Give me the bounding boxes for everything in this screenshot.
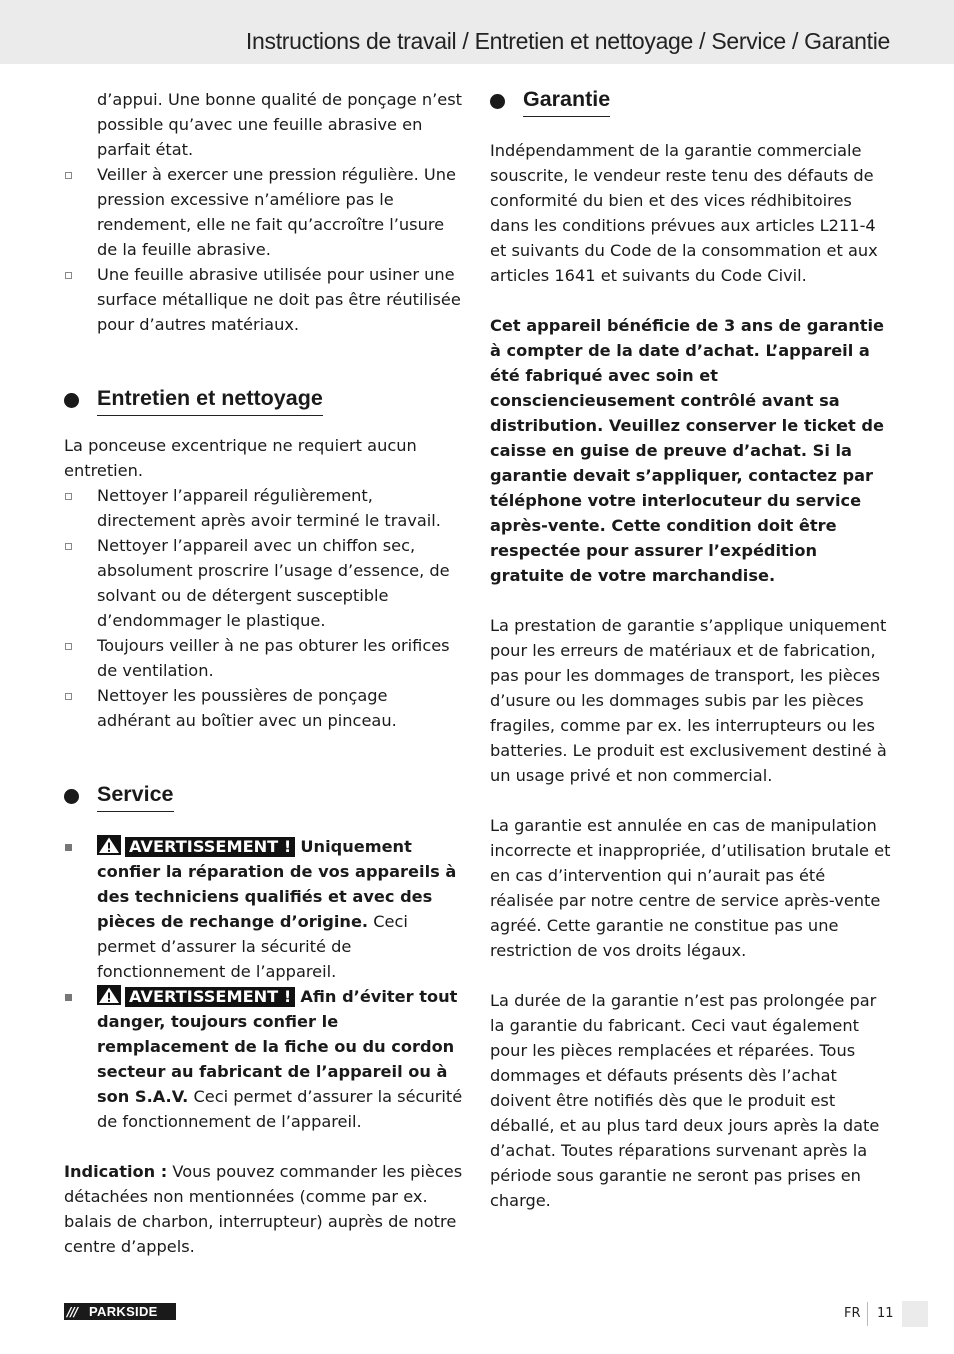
list-item: Nettoyer l’appareil avec un chiffon sec, absolument proscrire l’usage d’essence, de solvant ou de détergent susceptible d’endommager le plastique. bbox=[64, 533, 466, 633]
filled-circle-icon bbox=[490, 94, 505, 109]
square-bullet-icon bbox=[65, 272, 72, 279]
parkside-logo: /// PARKSIDE bbox=[64, 1303, 176, 1320]
intro-continuation: d’appui. Une bonne qualité de ponçage n’est possible qu’avec une feuille abrasive en parfait état. bbox=[97, 90, 463, 159]
section-heading-warranty: Garantie bbox=[490, 84, 892, 117]
square-bullet-icon bbox=[65, 693, 72, 700]
page-header-title: Instructions de travail / Entretien et nettoyage / Service / Garantie bbox=[245, 28, 890, 54]
warning-triangle-icon bbox=[97, 835, 121, 855]
page-number: 11 bbox=[877, 1306, 894, 1321]
square-bullet-icon bbox=[65, 493, 72, 500]
list-item: Nettoyer l’appareil régulièrement, directement après avoir terminé le travail. bbox=[64, 483, 466, 533]
filled-circle-icon bbox=[64, 393, 79, 408]
warranty-paragraph-bold: Cet appareil bénéficie de 3 ans de garantie à compter de la date d’achat. L’appareil a été fabriqué avec soin et consciencieusement contrôlé avant sa distribution. Veuillez conserver le ticket de caisse en guise de preuve d’achat. Si la garantie devait s’appliquer, contactez par téléphone votre interlocuteur du service après-vente. Cette condition doit être respectée pour assurer l’expédition gratuite de votre marchandise. bbox=[490, 316, 885, 585]
list-item: Nettoyer les poussières de ponçage adhérant au boîtier avec un pinceau. bbox=[64, 683, 466, 733]
warranty-paragraph: Indépendamment de la garantie commerciale souscrite, le vendeur reste tenu des défauts de conformité du bien et des vices rédhibitoires dans les conditions prévues aux articles L211-4 et suivants du Code de la consommation et aux articles 1641 et suivants du Code Civil. bbox=[490, 141, 878, 285]
warranty-paragraph: La garantie est annulée en cas de manipulation incorrecte et inappropriée, d’utilisation brutale et en cas d’intervention qui n’aurait pas été réalisée par notre centre de service après-vente agréé. Cette garantie ne constitue pas une restriction de vos droits légaux. bbox=[490, 816, 891, 960]
right-column bbox=[490, 84, 892, 1213]
warning-triangle-icon bbox=[97, 985, 121, 1005]
square-bullet-icon bbox=[65, 172, 72, 179]
warning-item: AVERTISSEMENT ! Uniquement confier la réparation de vos appareils à des techniciens qualifiés et avec des pièces de rechange d’origine. Ceci permet d’assurer la sécurité de fonctionnement de l’appareil. bbox=[64, 834, 466, 984]
list-item: Une feuille abrasive utilisée pour usiner une surface métallique ne doit pas être réutilisée pour d’autres matériaux. bbox=[64, 262, 466, 337]
left-column bbox=[64, 87, 466, 1259]
warning-badge: AVERTISSEMENT ! bbox=[125, 837, 295, 857]
footer-divider bbox=[867, 1302, 868, 1326]
square-bullet-icon bbox=[65, 643, 72, 650]
warranty-paragraph: La prestation de garantie s’applique uniquement pour les erreurs de matériaux et de fabrication, pas pour les dommages de transport, les pièces d’usure ou les dommages subis par les pièces fragiles, comme par ex. les interrupteurs ou les batteries. Le produit est exclusivement destiné à un usage privé et non commercial. bbox=[490, 616, 887, 785]
square-bullet-icon bbox=[65, 844, 72, 851]
warning-item: AVERTISSEMENT ! Afin d’éviter tout danger, toujours confier le remplacement de la fiche ou du cordon secteur au fabricant de l’appareil ou à son S.A.V. Ceci permet d’assurer la sécurité de fonctionnement de l’appareil. bbox=[64, 984, 466, 1134]
section-heading-maintenance: Entretien et nettoyage bbox=[64, 383, 466, 416]
warning-badge: AVERTISSEMENT ! bbox=[125, 987, 295, 1007]
list-item: Veiller à exercer une pression régulière. Une pression excessive n’améliore pas le rendement, elle ne fait qu’accroître l’usure de la feuille abrasive. bbox=[64, 162, 466, 262]
list-item: Toujours veiller à ne pas obturer les orifices de ventilation. bbox=[64, 633, 466, 683]
section-heading-service: Service bbox=[64, 779, 466, 812]
footer-marker-box bbox=[902, 1301, 928, 1327]
service-note: Indication : Vous pouvez commander les pièces détachées non mentionnées (comme par ex. balais de charbon, interrupteur) auprès de notre centre d’appels. bbox=[64, 1162, 463, 1256]
square-bullet-icon bbox=[65, 994, 72, 1001]
warranty-paragraph: La durée de la garantie n’est pas prolongée par la garantie du fabricant. Ceci vaut également pour les pièces remplacées et réparées. Tous dommages et défauts présents dès l’achat doivent être notifiés dès que le produit est déballé, et au plus tard deux jours après la date d’achat. Toutes réparations survenant après la période sous garantie ne seront pas prises en charge. bbox=[490, 991, 880, 1210]
footer-language: FR bbox=[844, 1306, 861, 1321]
filled-circle-icon bbox=[64, 789, 79, 804]
maintenance-intro: La ponceuse excentrique ne requiert aucun entretien. bbox=[64, 436, 417, 480]
square-bullet-icon bbox=[65, 543, 72, 550]
